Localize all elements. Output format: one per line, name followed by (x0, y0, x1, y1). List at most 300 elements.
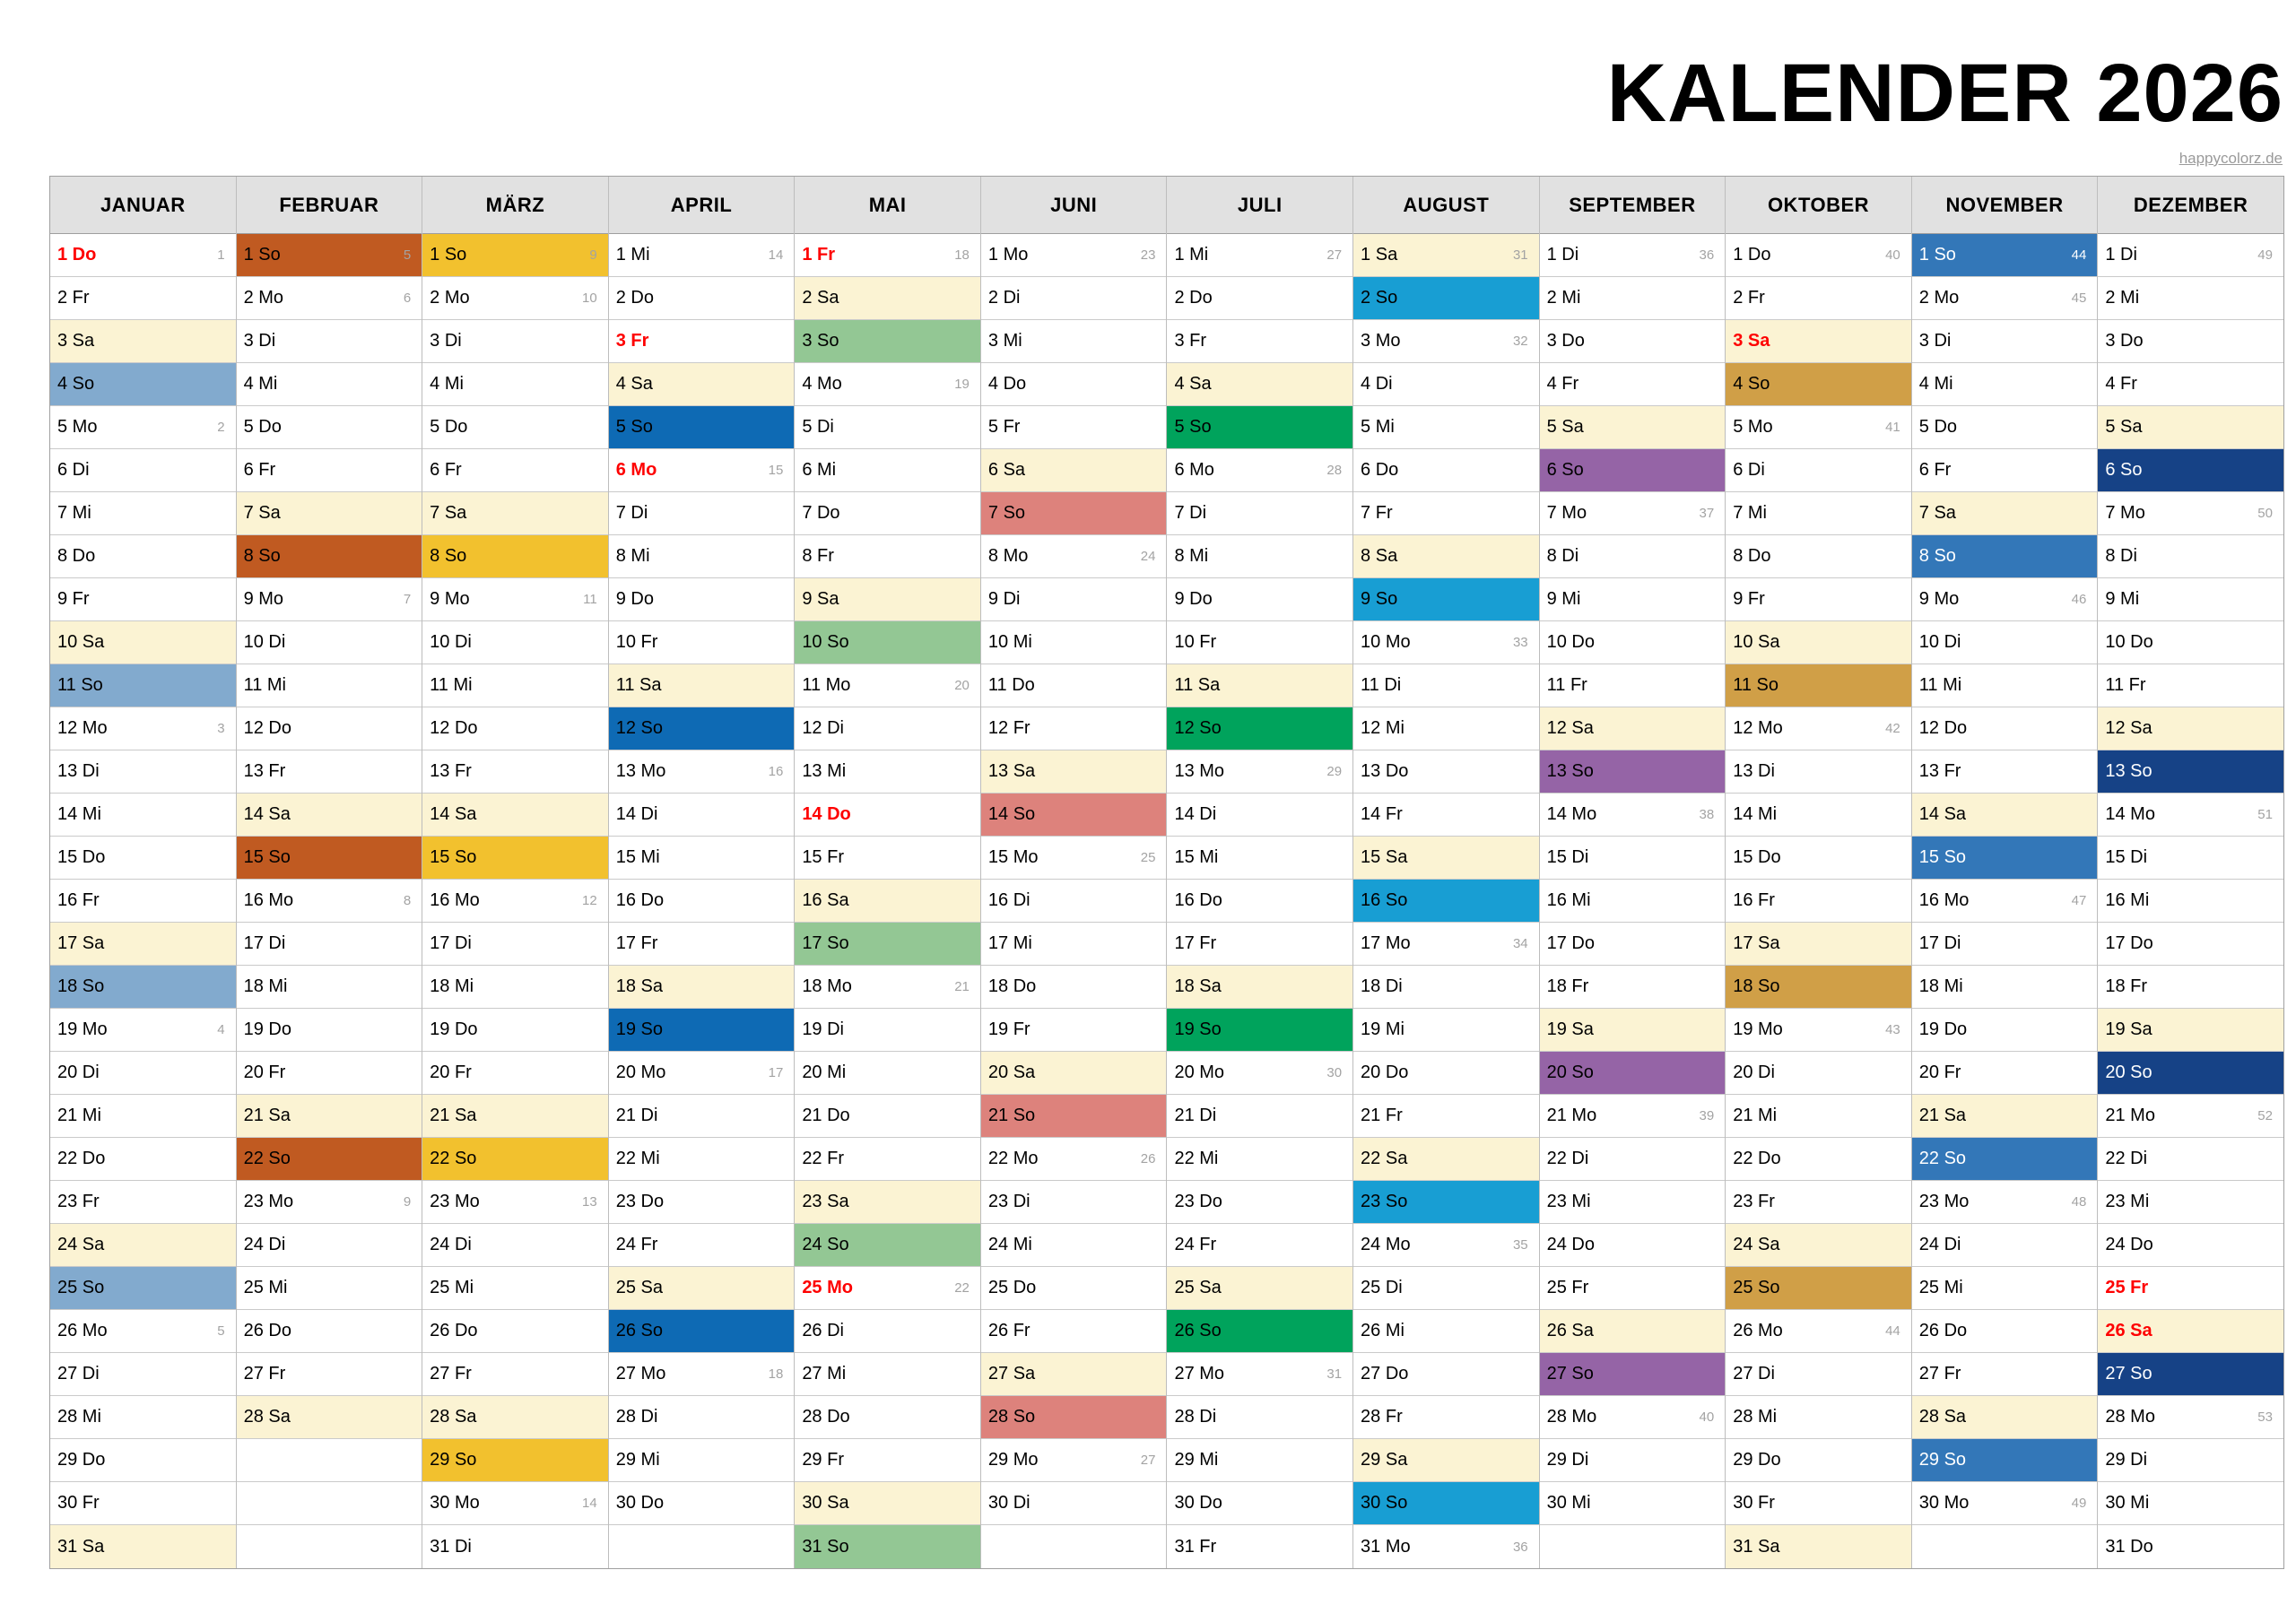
day-label: 20 So (2105, 1063, 2152, 1082)
week-number: 31 (1326, 1366, 1343, 1382)
empty-cell (981, 1525, 1167, 1568)
month-header: MAI (795, 177, 980, 234)
day-label: 2 Mo (1918, 288, 1960, 308)
month-column-oktober (1726, 177, 1912, 1568)
day-label: 27 Mi (802, 1364, 847, 1383)
day-cell (50, 277, 236, 320)
day-label: 2 Fr (57, 288, 90, 308)
day-cell (2098, 492, 2283, 535)
day-label: 14 Mo (2105, 804, 2155, 824)
week-number: 11 (583, 592, 597, 607)
day-label: 16 Mi (1546, 890, 1591, 910)
day-label: 30 So (1361, 1493, 1408, 1513)
day-label: 13 Di (57, 761, 100, 781)
day-cell (422, 449, 608, 492)
day-label: 10 Sa (1733, 632, 1780, 652)
day-cell (1540, 621, 1726, 664)
day-label: 1 Sa (1361, 245, 1398, 265)
week-number: 53 (2257, 1409, 2273, 1425)
day-cell (1167, 234, 1352, 277)
week-number: 47 (2071, 893, 2087, 908)
day-label: 4 Fr (1546, 374, 1579, 394)
day-cell (1540, 492, 1726, 535)
day-label: 20 Mo (615, 1063, 666, 1082)
day-cell (422, 234, 608, 277)
week-number: 13 (582, 1194, 597, 1210)
day-cell (795, 1009, 980, 1052)
day-cell (1540, 750, 1726, 794)
day-label: 21 Di (1174, 1106, 1217, 1125)
day-label: 28 Di (1174, 1407, 1217, 1427)
day-label: 14 Do (802, 804, 851, 824)
day-cell (1540, 1181, 1726, 1224)
day-cell (609, 1095, 795, 1138)
day-cell (609, 1224, 795, 1267)
day-cell (795, 1267, 980, 1310)
day-cell (237, 1396, 422, 1439)
day-label: 23 Di (987, 1192, 1031, 1211)
day-label: 9 Mi (2105, 589, 2140, 609)
day-label: 29 Do (1733, 1450, 1781, 1470)
day-cell (237, 1095, 422, 1138)
day-label: 18 Mi (1918, 976, 1963, 996)
day-label: 7 Mo (1546, 503, 1587, 523)
day-label: 24 So (802, 1235, 849, 1254)
day-label: 7 Sa (1918, 503, 1956, 523)
day-cell (795, 578, 980, 621)
day-label: 14 Di (1174, 804, 1217, 824)
day-label: 14 Sa (243, 804, 291, 824)
day-label: 29 Di (1546, 1450, 1589, 1470)
week-number: 9 (403, 1194, 412, 1210)
month-column-dezember (2098, 177, 2283, 1568)
day-cell (422, 664, 608, 707)
day-label: 4 Sa (615, 374, 653, 394)
day-cell (50, 492, 236, 535)
day-cell (1167, 363, 1352, 406)
day-cell (1912, 966, 2098, 1009)
day-cell (1353, 1009, 1539, 1052)
day-label: 27 Fr (430, 1364, 472, 1383)
day-cell (50, 707, 236, 750)
week-number: 31 (1512, 247, 1528, 263)
day-cell (2098, 1009, 2283, 1052)
day-label: 22 Fr (802, 1149, 844, 1168)
day-label: 27 Di (57, 1364, 100, 1383)
day-label: 25 Mi (1918, 1278, 1963, 1297)
day-label: 9 So (1361, 589, 1398, 609)
day-label: 16 Do (1174, 890, 1222, 910)
day-label: 10 Do (1546, 632, 1595, 652)
day-cell (1726, 406, 1911, 449)
day-label: 26 Mo (1733, 1321, 1783, 1340)
week-number: 27 (1140, 1453, 1156, 1468)
day-label: 28 Sa (1918, 1407, 1967, 1427)
day-label: 14 Mo (1546, 804, 1597, 824)
month-header: FEBRUAR (237, 177, 422, 234)
day-cell (1353, 1181, 1539, 1224)
day-label: 3 Do (1546, 331, 1585, 351)
day-label: 27 Mo (615, 1364, 666, 1383)
day-cell (981, 750, 1167, 794)
day-label: 7 Do (802, 503, 840, 523)
day-cell (237, 1009, 422, 1052)
day-label: 16 Fr (1733, 890, 1775, 910)
day-cell (1540, 363, 1726, 406)
day-cell (1353, 880, 1539, 923)
day-label: 9 Sa (802, 589, 839, 609)
day-cell (1353, 1224, 1539, 1267)
day-cell (1540, 234, 1726, 277)
day-label: 13 Fr (1918, 761, 1961, 781)
day-label: 7 Mi (1733, 503, 1767, 523)
day-label: 26 Do (243, 1321, 291, 1340)
day-cell (2098, 664, 2283, 707)
day-cell (1353, 707, 1539, 750)
day-cell (1167, 707, 1352, 750)
day-cell (422, 1052, 608, 1095)
day-label: 23 Mi (2105, 1192, 2150, 1211)
day-label: 25 Mi (243, 1278, 288, 1297)
day-cell (1912, 621, 2098, 664)
week-number: 21 (954, 979, 970, 994)
day-cell (795, 621, 980, 664)
day-label: 13 Fr (243, 761, 286, 781)
day-label: 20 Fr (430, 1063, 472, 1082)
day-label: 16 Mo (243, 890, 294, 910)
day-label: 3 So (802, 331, 839, 351)
day-label: 9 Mi (1546, 589, 1581, 609)
day-label: 24 Mo (1361, 1235, 1411, 1254)
day-cell (1726, 1052, 1911, 1095)
day-cell (1167, 320, 1352, 363)
day-label: 24 Fr (1174, 1235, 1217, 1254)
day-label: 31 Fr (1174, 1536, 1217, 1557)
day-label: 4 Mi (243, 374, 278, 394)
day-cell (1353, 664, 1539, 707)
day-label: 8 Do (1733, 546, 1771, 566)
day-label: 25 Do (987, 1278, 1037, 1297)
day-cell (2098, 794, 2283, 837)
week-number: 36 (1699, 247, 1715, 263)
empty-cell (237, 1482, 422, 1525)
month-header: OKTOBER (1726, 177, 1911, 234)
day-label: 1 So (243, 245, 281, 265)
day-cell (237, 363, 422, 406)
day-label: 30 Fr (1733, 1493, 1775, 1513)
day-cell (1167, 1009, 1352, 1052)
day-label: 25 Sa (615, 1278, 663, 1297)
day-cell (237, 794, 422, 837)
day-cell (609, 966, 795, 1009)
day-cell (795, 1353, 980, 1396)
day-cell (981, 707, 1167, 750)
day-cell (1726, 837, 1911, 880)
day-label: 19 Mo (1733, 1019, 1783, 1039)
day-cell (981, 363, 1167, 406)
day-cell (237, 1267, 422, 1310)
day-label: 23 Mo (243, 1192, 294, 1211)
day-label: 18 So (1733, 976, 1780, 996)
day-cell (422, 1267, 608, 1310)
day-label: 15 Do (57, 847, 106, 867)
week-number: 15 (768, 463, 784, 478)
day-cell (981, 1267, 1167, 1310)
day-cell (981, 1224, 1167, 1267)
month-header: DEZEMBER (2098, 177, 2283, 234)
day-cell (981, 794, 1167, 837)
day-cell (1912, 1138, 2098, 1181)
week-number: 5 (403, 247, 412, 263)
day-cell (237, 449, 422, 492)
day-cell (1353, 1525, 1539, 1568)
day-cell (237, 320, 422, 363)
day-cell (795, 1181, 980, 1224)
day-label: 3 Do (2105, 331, 2144, 351)
day-cell (795, 1310, 980, 1353)
day-label: 25 So (1733, 1278, 1780, 1297)
week-number: 23 (1140, 247, 1156, 263)
day-label: 13 Mi (802, 761, 847, 781)
day-label: 25 Sa (1174, 1278, 1222, 1297)
day-label: 17 Do (1546, 933, 1595, 953)
week-number: 14 (768, 247, 784, 263)
day-cell (237, 1052, 422, 1095)
week-number: 44 (2071, 247, 2087, 263)
day-cell (1353, 1396, 1539, 1439)
day-cell (1912, 794, 2098, 837)
week-number: 36 (1512, 1539, 1528, 1555)
day-cell (422, 794, 608, 837)
day-cell (1912, 320, 2098, 363)
day-label: 19 Sa (1546, 1019, 1594, 1039)
day-label: 30 Sa (802, 1493, 849, 1513)
day-cell (609, 234, 795, 277)
day-label: 6 Fr (1918, 460, 1952, 480)
day-label: 17 So (802, 933, 849, 953)
day-label: 12 Di (802, 718, 845, 738)
day-label: 30 Do (615, 1493, 665, 1513)
day-label: 25 Mi (430, 1278, 474, 1297)
day-label: 6 So (2105, 460, 2143, 480)
day-label: 16 Sa (802, 890, 849, 910)
day-label: 7 Di (1174, 503, 1207, 523)
day-cell (422, 1525, 608, 1568)
day-cell (50, 664, 236, 707)
day-label: 30 Mi (1546, 1493, 1591, 1513)
day-label: 7 Mo (2105, 503, 2145, 523)
day-cell (1912, 449, 2098, 492)
day-cell (2098, 406, 2283, 449)
day-label: 28 Di (615, 1407, 658, 1427)
day-cell (422, 1224, 608, 1267)
empty-cell (237, 1525, 422, 1568)
day-label: 15 Di (1546, 847, 1589, 867)
day-cell (795, 1138, 980, 1181)
day-label: 22 Mi (1174, 1149, 1219, 1168)
week-number: 44 (1885, 1323, 1900, 1339)
day-cell (609, 707, 795, 750)
day-label: 5 Do (430, 417, 468, 437)
day-cell (1353, 1310, 1539, 1353)
day-label: 23 Sa (802, 1192, 849, 1211)
day-label: 1 Di (2105, 245, 2137, 265)
day-label: 12 Mo (1733, 718, 1783, 738)
day-label: 1 Do (57, 245, 97, 265)
day-cell (50, 1181, 236, 1224)
day-label: 23 Fr (1733, 1192, 1775, 1211)
day-label: 21 Do (802, 1106, 850, 1125)
day-cell (2098, 880, 2283, 923)
day-label: 13 Mo (615, 761, 666, 781)
day-cell (2098, 449, 2283, 492)
day-cell (1726, 880, 1911, 923)
day-label: 10 Mi (987, 632, 1032, 652)
day-cell (237, 406, 422, 449)
day-label: 1 Di (1546, 245, 1579, 265)
day-label: 19 So (1174, 1019, 1222, 1039)
day-cell (609, 1267, 795, 1310)
day-cell (1540, 1138, 1726, 1181)
day-label: 16 Fr (57, 890, 100, 910)
day-cell (2098, 1525, 2283, 1568)
day-label: 18 Sa (615, 976, 663, 996)
day-label: 22 Do (1733, 1149, 1781, 1168)
day-label: 13 Mo (1174, 761, 1225, 781)
day-label: 9 Mo (243, 589, 284, 609)
day-label: 3 Mi (987, 331, 1022, 351)
week-number: 2 (217, 420, 225, 435)
day-label: 9 Fr (57, 589, 90, 609)
month-column-juni (981, 177, 1168, 1568)
day-cell (1167, 277, 1352, 320)
day-cell (1726, 1396, 1911, 1439)
day-cell (1912, 1267, 2098, 1310)
day-label: 20 Mo (1174, 1063, 1225, 1082)
day-label: 26 So (615, 1321, 663, 1340)
week-number: 24 (1140, 549, 1156, 564)
page-title: KALENDER 2026 (1606, 48, 2283, 139)
month-header: MÄRZ (422, 177, 608, 234)
week-number: 4 (217, 1022, 225, 1037)
day-cell (1353, 966, 1539, 1009)
day-cell (609, 1181, 795, 1224)
day-label: 24 Di (1918, 1235, 1961, 1254)
day-label: 31 Sa (57, 1536, 105, 1557)
day-cell (1167, 1052, 1352, 1095)
day-cell (981, 449, 1167, 492)
day-cell (422, 707, 608, 750)
day-cell (1912, 1009, 2098, 1052)
day-cell (237, 880, 422, 923)
day-cell (1167, 1482, 1352, 1525)
day-cell (422, 1439, 608, 1482)
day-label: 7 Di (615, 503, 648, 523)
week-number: 51 (2257, 807, 2273, 822)
credit-link[interactable]: happycolorz.de (2179, 150, 2283, 167)
day-cell (795, 750, 980, 794)
day-label: 8 So (243, 546, 281, 566)
month-column-april (609, 177, 796, 1568)
day-label: 18 Sa (1174, 976, 1222, 996)
day-cell (1726, 750, 1911, 794)
day-label: 22 So (430, 1149, 477, 1168)
day-cell (1353, 794, 1539, 837)
day-cell (981, 1009, 1167, 1052)
month-column-januar (50, 177, 237, 1568)
day-cell (1353, 621, 1539, 664)
day-label: 5 So (615, 417, 653, 437)
day-cell (422, 277, 608, 320)
day-label: 27 Do (1361, 1364, 1409, 1383)
day-cell (1167, 578, 1352, 621)
day-label: 10 Sa (57, 632, 105, 652)
day-label: 22 Di (1546, 1149, 1589, 1168)
day-label: 11 Mo (802, 675, 851, 695)
day-label: 19 Do (430, 1019, 478, 1039)
day-label: 27 Sa (987, 1364, 1036, 1383)
day-cell (1353, 923, 1539, 966)
day-label: 12 Fr (987, 718, 1031, 738)
week-number: 14 (582, 1496, 597, 1511)
day-cell (1540, 1396, 1726, 1439)
day-label: 29 Mi (615, 1450, 660, 1470)
day-cell (1353, 1353, 1539, 1396)
day-cell (422, 1353, 608, 1396)
day-label: 17 Sa (1733, 933, 1780, 953)
day-cell (422, 966, 608, 1009)
day-cell (1912, 492, 2098, 535)
day-label: 18 So (57, 976, 105, 996)
day-label: 3 Sa (1733, 331, 1770, 351)
day-cell (981, 1482, 1167, 1525)
day-label: 6 Mo (1174, 460, 1214, 480)
day-label: 8 Mo (987, 546, 1029, 566)
day-label: 19 Do (243, 1019, 291, 1039)
day-cell (50, 234, 236, 277)
day-cell (1540, 923, 1726, 966)
empty-cell (237, 1439, 422, 1482)
week-number: 25 (1140, 850, 1156, 865)
day-label: 1 So (1918, 245, 1956, 265)
day-label: 28 Do (802, 1407, 850, 1427)
day-cell (1167, 1439, 1352, 1482)
day-label: 21 Sa (243, 1106, 291, 1125)
day-cell (50, 1353, 236, 1396)
day-cell (50, 1310, 236, 1353)
day-label: 1 Mo (987, 245, 1029, 265)
day-cell (1540, 406, 1726, 449)
week-number: 32 (1512, 334, 1528, 349)
day-label: 3 Di (1918, 331, 1952, 351)
day-label: 30 Mo (430, 1493, 480, 1513)
day-label: 7 Sa (243, 503, 281, 523)
day-cell (50, 923, 236, 966)
day-cell (50, 1052, 236, 1095)
day-cell (2098, 1181, 2283, 1224)
day-label: 14 So (987, 804, 1036, 824)
day-cell (981, 1052, 1167, 1095)
day-cell (1353, 837, 1539, 880)
day-cell (1353, 750, 1539, 794)
day-label: 24 Do (2105, 1235, 2153, 1254)
day-cell (237, 1353, 422, 1396)
day-label: 12 Do (430, 718, 478, 738)
day-cell (1540, 794, 1726, 837)
day-label: 25 Di (1361, 1278, 1403, 1297)
day-cell (1726, 277, 1911, 320)
day-label: 5 Di (802, 417, 834, 437)
